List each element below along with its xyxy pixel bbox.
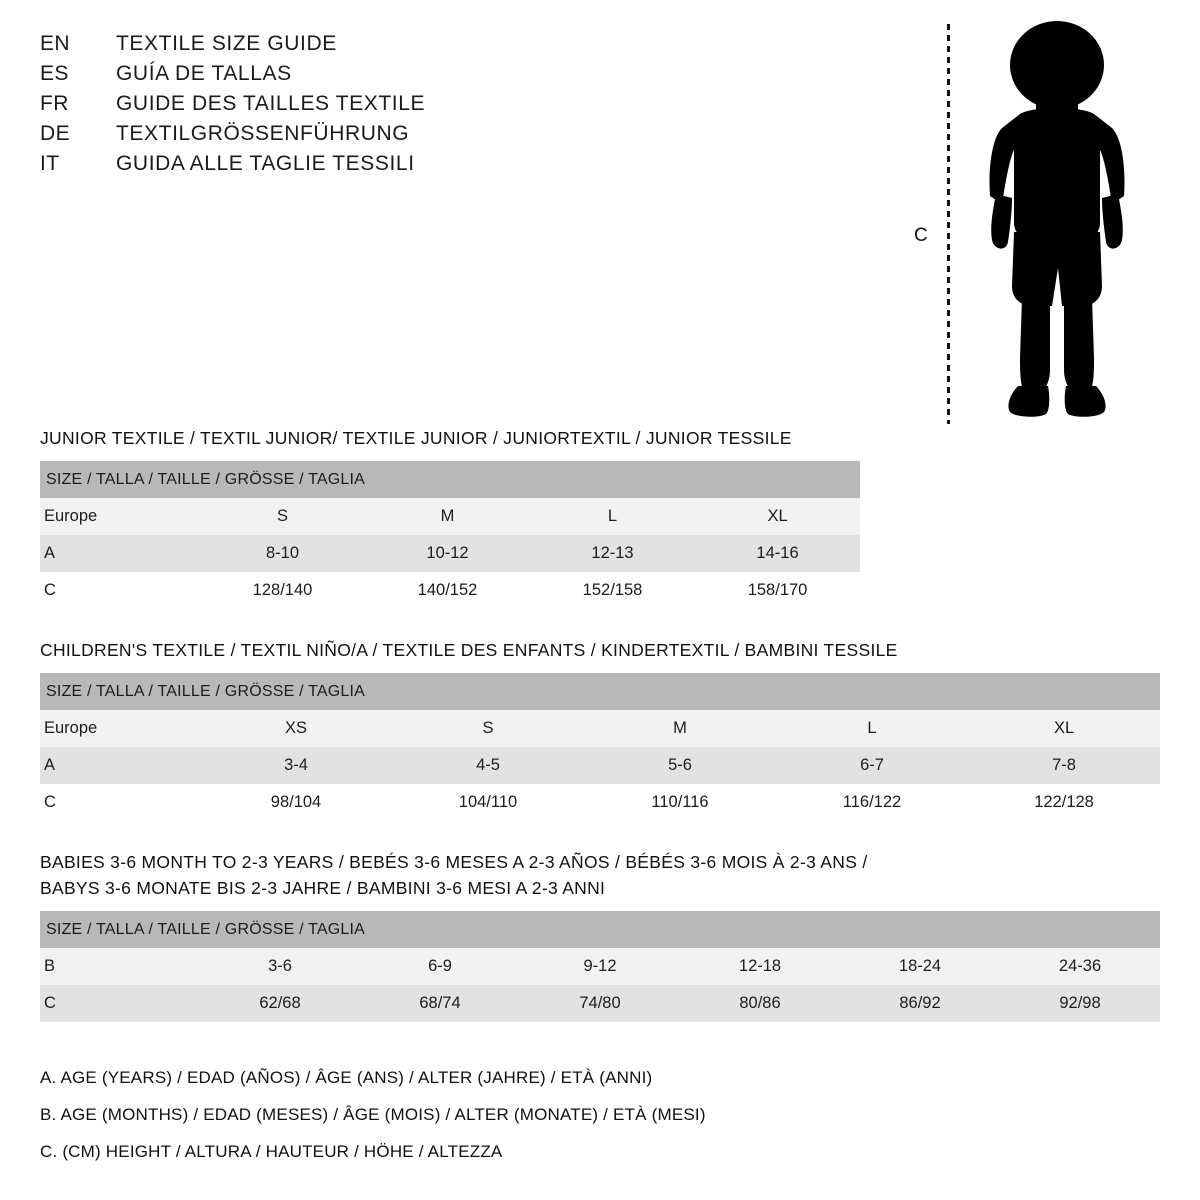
row-label: A	[40, 747, 200, 784]
section-junior-textile	[40, 428, 1160, 609]
child-silhouette-icon	[962, 18, 1152, 428]
section-babies-textile	[40, 852, 1160, 1022]
cell: 3-6	[200, 948, 360, 985]
cell: 92/98	[1000, 985, 1160, 1022]
cell: 98/104	[200, 784, 392, 821]
table-band-header	[40, 911, 1160, 948]
language-code-it: IT	[40, 152, 60, 175]
cell: 18-24	[840, 948, 1000, 985]
cell: 6-7	[776, 747, 968, 784]
cell: L	[530, 498, 695, 535]
cell: 14-16	[695, 535, 860, 572]
cell: 74/80	[520, 985, 680, 1022]
cell: 24-36	[1000, 948, 1160, 985]
cell: 5-6	[584, 747, 776, 784]
cell: 68/74	[360, 985, 520, 1022]
cell: L	[776, 710, 968, 747]
cell: 8-10	[200, 535, 365, 572]
cell: 62/68	[200, 985, 360, 1022]
band-label: SIZE / TALLA / TAILLE / GRÖSSE / TAGLIA	[40, 911, 1160, 948]
band-label: SIZE / TALLA / TAILLE / GRÖSSE / TAGLIA	[40, 461, 860, 498]
title-de: TEXTILGRÖSSENFÜHRUNG	[116, 122, 410, 145]
title-fr: GUIDE DES TAILLES TEXTILE	[116, 92, 426, 115]
cell: XL	[968, 710, 1160, 747]
row-label: C	[40, 985, 200, 1022]
cell: 158/170	[695, 572, 860, 609]
language-row	[40, 62, 600, 86]
table-band-header	[40, 461, 860, 498]
language-code-fr: FR	[40, 92, 69, 115]
table-row	[40, 784, 1160, 821]
section-title-babies-line2: BABYS 3-6 MONATE BIS 2-3 JAHRE / BAMBINI 3-6 MESI A 2-3 ANNI	[40, 878, 606, 898]
cell: 122/128	[968, 784, 1160, 821]
table-row	[40, 572, 860, 609]
table-row	[40, 985, 1160, 1022]
babies-size-table	[40, 911, 1160, 1022]
cell: 104/110	[392, 784, 584, 821]
footnote-b: B. AGE (MONTHS) / EDAD (MESES) / ÂGE (MOIS) / ALTER (MONATE) / ETÀ (MESI)	[40, 1105, 706, 1124]
junior-size-table	[40, 461, 860, 609]
language-title-block	[40, 32, 600, 182]
cell: S	[200, 498, 365, 535]
table-row	[40, 948, 1160, 985]
language-row	[40, 122, 600, 146]
title-it: GUIDA ALLE TAGLIE TESSILI	[116, 152, 415, 175]
footnote-a: A. AGE (YEARS) / EDAD (AÑOS) / ÂGE (ANS) / ALTER (JAHRE) / ETÀ (ANNI)	[40, 1068, 653, 1087]
language-code-es: ES	[40, 62, 69, 85]
cell: 10-12	[365, 535, 530, 572]
table-band-header	[40, 673, 1160, 710]
dotted-measure-line	[947, 24, 950, 424]
row-label: C	[40, 784, 200, 821]
cell: 86/92	[840, 985, 1000, 1022]
cell: 6-9	[360, 948, 520, 985]
table-row	[40, 498, 860, 535]
cell: 12-18	[680, 948, 840, 985]
section-title-junior: JUNIOR TEXTILE / TEXTIL JUNIOR/ TEXTILE JUNIOR / JUNIORTEXTIL / JUNIOR TESSILE	[40, 428, 792, 448]
cell: XS	[200, 710, 392, 747]
cell: 152/158	[530, 572, 695, 609]
cell: M	[584, 710, 776, 747]
table-row	[40, 747, 1160, 784]
row-label: B	[40, 948, 200, 985]
band-label: SIZE / TALLA / TAILLE / GRÖSSE / TAGLIA	[40, 673, 1160, 710]
section-title-babies	[40, 852, 1160, 899]
row-label: Europe	[40, 498, 200, 535]
cell: 140/152	[365, 572, 530, 609]
row-label: A	[40, 535, 200, 572]
language-code-en: EN	[40, 32, 70, 55]
title-en: TEXTILE SIZE GUIDE	[116, 32, 337, 55]
cell: 3-4	[200, 747, 392, 784]
section-childrens-textile	[40, 640, 1160, 821]
title-es: GUÍA DE TALLAS	[116, 62, 292, 85]
cell: 128/140	[200, 572, 365, 609]
cell: 80/86	[680, 985, 840, 1022]
language-row	[40, 152, 600, 176]
cell: 4-5	[392, 747, 584, 784]
cell: S	[392, 710, 584, 747]
row-label: Europe	[40, 710, 200, 747]
cell: 110/116	[584, 784, 776, 821]
footnotes-block	[40, 1068, 1140, 1179]
language-code-de: DE	[40, 122, 70, 145]
cell: 9-12	[520, 948, 680, 985]
cell: 12-13	[530, 535, 695, 572]
cell: XL	[695, 498, 860, 535]
cell: 116/122	[776, 784, 968, 821]
section-title-babies-line1: BABIES 3-6 MONTH TO 2-3 YEARS / BEBÉS 3-6 MESES A 2-3 AÑOS / BÉBÉS 3-6 MOIS À 2-3 ANS /	[40, 852, 868, 872]
language-row	[40, 32, 600, 56]
section-title-children: CHILDREN'S TEXTILE / TEXTIL NIÑO/A / TEXTILE DES ENFANTS / KINDERTEXTIL / BAMBINI TESSILE	[40, 640, 898, 660]
footnote-c: C. (CM) HEIGHT / ALTURA / HAUTEUR / HÖHE / ALTEZZA	[40, 1142, 503, 1161]
cell: M	[365, 498, 530, 535]
children-size-table	[40, 673, 1160, 821]
language-row	[40, 92, 600, 116]
row-label: C	[40, 572, 200, 609]
table-row	[40, 710, 1160, 747]
cell: 7-8	[968, 747, 1160, 784]
height-measurement-figure	[900, 10, 1160, 430]
measure-label-c: C	[914, 225, 928, 246]
table-row	[40, 535, 860, 572]
